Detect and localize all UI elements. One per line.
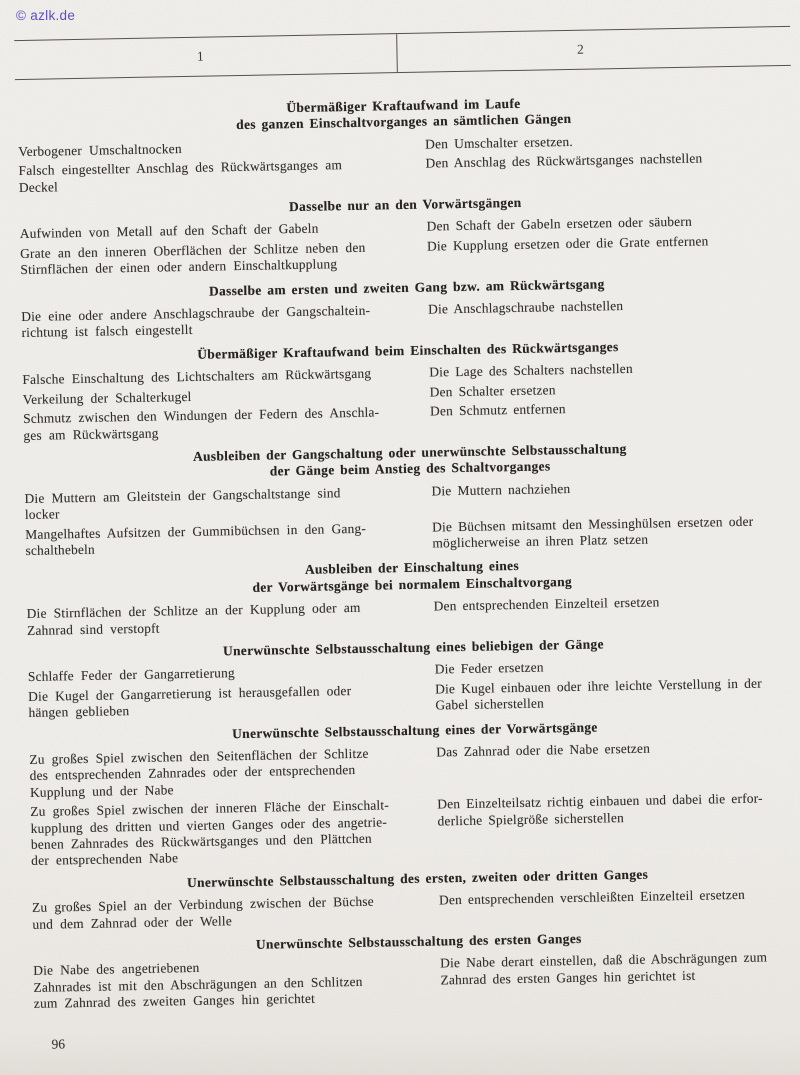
remedy-cell: Die Lage des Schalters nachstellen — [429, 361, 633, 380]
fault-cell: Grate an den inneren Oberflächen der Schlitze neben den Stirnflächen der einen oder andern Einschaltkupplung — [19, 239, 366, 278]
fault-section — [24, 438, 798, 560]
remedy-cell: Die Büchsen mitsamt den Messinghülsen ersetzen oder möglicherweise an ihren Platz setzen — [432, 513, 754, 551]
page-body — [14, 19, 800, 1075]
fault-section — [32, 864, 800, 933]
remedy-cell: Den Einzelteilsatz richtig einbauen und dabei die erfor- derliche Spielgröße sicherstellen — [437, 790, 763, 829]
remedy-cell: Den Schmutz entfernen — [429, 401, 566, 419]
remedy-cell: Die Kugel einbauen oder ihre leichte Verstellung in der Gabel sicherstellen — [435, 675, 762, 713]
remedy-cell: Den Umschalter ersetzen. — [425, 133, 574, 152]
fault-cell: Falsche Einschaltung des Lichtschalters am Rückwärtsgang — [22, 365, 372, 388]
remedy-cell: Den entsprechenden Einzelteil ersetzen — [433, 594, 660, 614]
section-heading: Dasselbe am ersten und zweiten Gang bzw. am Rückwärtsgang — [208, 275, 605, 299]
fault-cell: Verbogener Umschaltnocken — [18, 140, 182, 159]
fault-cell: Schmutz zwischen den Windungen der Federn des Anschla- ges am Rückwärtsgang — [22, 404, 380, 443]
fault-section — [22, 336, 796, 444]
column-divider — [396, 34, 398, 72]
section-heading: Ausbleiben der Gangschaltung oder unerwünschte Selbstausschaltung der Gänge beim Anstieg des Schaltvorganges — [192, 440, 627, 479]
fault-cell: Zu großes Spiel zwischen der inneren Fläche der Einschalt- kupplung des dritten und vierten Ganges oder des angetrie- benen Zahnrades des Rückwärtsganges und den Plättchen der entsprechenden Nabe — [30, 797, 390, 869]
section-heading: Unerwünschte Selbstausschaltung eines der Vorwärtsgänge — [232, 719, 598, 741]
remedy-cell: Die Nabe derart einstellen, daß die Abschrägungen zum Zahnrad des ersten Ganges hin gerichtet ist — [440, 949, 768, 988]
column-header — [14, 26, 791, 80]
remedy-cell: Das Zahnrad oder die Nabe ersetzen — [436, 740, 651, 760]
fault-cell: Schlaffe Feder der Gangarretierung — [27, 665, 236, 685]
table-row — [27, 592, 799, 639]
section-heading: Unerwünschte Selbstausschaltung des ersten, zweiten oder dritten Ganges — [186, 866, 649, 890]
section-heading: Ausbleiben der Einschaltung eines der Vorwärtsgänge bei normalem Einschaltvorgang — [252, 558, 573, 595]
column-2-label: 2 — [576, 41, 584, 57]
fault-section — [17, 91, 791, 196]
remedy-cell: Die Muttern nachziehen — [431, 480, 571, 499]
table-row — [30, 790, 800, 870]
remedy-cell: Den Schalter ersetzen — [429, 381, 556, 400]
section-heading: Übermäßiger Kraftaufwand im Laufe des ganzen Einschaltvorganges an sämtlichen Gängen — [236, 95, 572, 133]
remedy-cell: Den Schaft der Gabeln ersetzen oder säubern — [426, 214, 693, 235]
section-heading: Unerwünschte Selbstausschaltung des ersten Ganges — [255, 930, 582, 952]
fault-section — [27, 633, 800, 722]
table-row — [21, 295, 793, 342]
fault-cell: Verkeilung der Schalterkugel — [22, 388, 192, 407]
fault-cell: Aufwinden von Metall auf den Schaft der Gabeln — [19, 221, 319, 242]
remedy-cell: Den Anschlag des Rückwärtsganges nachstellen — [425, 150, 703, 171]
fault-cell: Die Stirnflächen der Schlitze an der Kupplung oder am Zahnrad sind verstopft — [26, 600, 361, 638]
page-number: 96 — [51, 1036, 66, 1052]
section-heading: Unerwünschte Selbstausschaltung eines beliebigen der Gänge — [222, 636, 604, 659]
section-heading: Dasselbe nur an den Vorwärtsgängen — [288, 194, 522, 215]
section-heading: Übermäßiger Kraftaufwand beim Einschalten des Rückwärtsganges — [197, 338, 619, 362]
table-row — [33, 949, 800, 1012]
fault-section — [33, 927, 800, 1013]
fault-cell: Die Kugel der Gangarretierung ist herausgefallen oder hängen geblieben — [28, 682, 352, 721]
fault-section — [29, 715, 800, 869]
remedy-cell: Die Anschlagschraube nachstellen — [428, 298, 624, 317]
fault-section — [19, 190, 792, 279]
fault-cell: Mangelhaftes Aufsitzen der Gummibüchsen in den Gang- schalthebeln — [25, 520, 367, 558]
fault-cell: Falsch eingestellter Anschlag des Rückwärtsganges am Deckel — [18, 157, 343, 195]
column-1-label: 1 — [196, 48, 204, 64]
watermark: © azlk.de — [16, 8, 76, 23]
table-row — [32, 886, 800, 933]
fault-cell: Die eine oder andere Anschlagschraube der Gangschaltein- richtung ist falsch eingestellt — [21, 302, 371, 341]
fault-cell: Die Muttern am Gleitstein der Gangschaltstange sind locker — [24, 484, 341, 523]
fault-section — [26, 553, 799, 639]
fault-cell: Die Nabe des angetriebenen Zahnrades ist mit den Abschrägungen an den Schlitzen zum Zahnrad des zweiten Ganges hin gerichtet — [33, 960, 363, 1012]
fault-cell: Zu großes Spiel an der Verbindung zwischen der Büchse und dem Zahnrad oder der Welle — [31, 893, 374, 932]
troubleshooting-table — [15, 91, 800, 1013]
fault-section — [21, 273, 794, 342]
remedy-cell: Die Kupplung ersetzen oder die Grate entfernen — [426, 233, 709, 254]
remedy-cell: Den entsprechenden verschleißten Einzelteil ersetzen — [438, 887, 746, 908]
fault-cell: Zu großes Spiel zwischen den Seitenflächen der Schlitze des entsprechenden Zahnrades oder der entsprechenden Kupplung und der Nabe — [29, 745, 369, 800]
remedy-cell: Die Feder ersetzen — [434, 659, 544, 677]
